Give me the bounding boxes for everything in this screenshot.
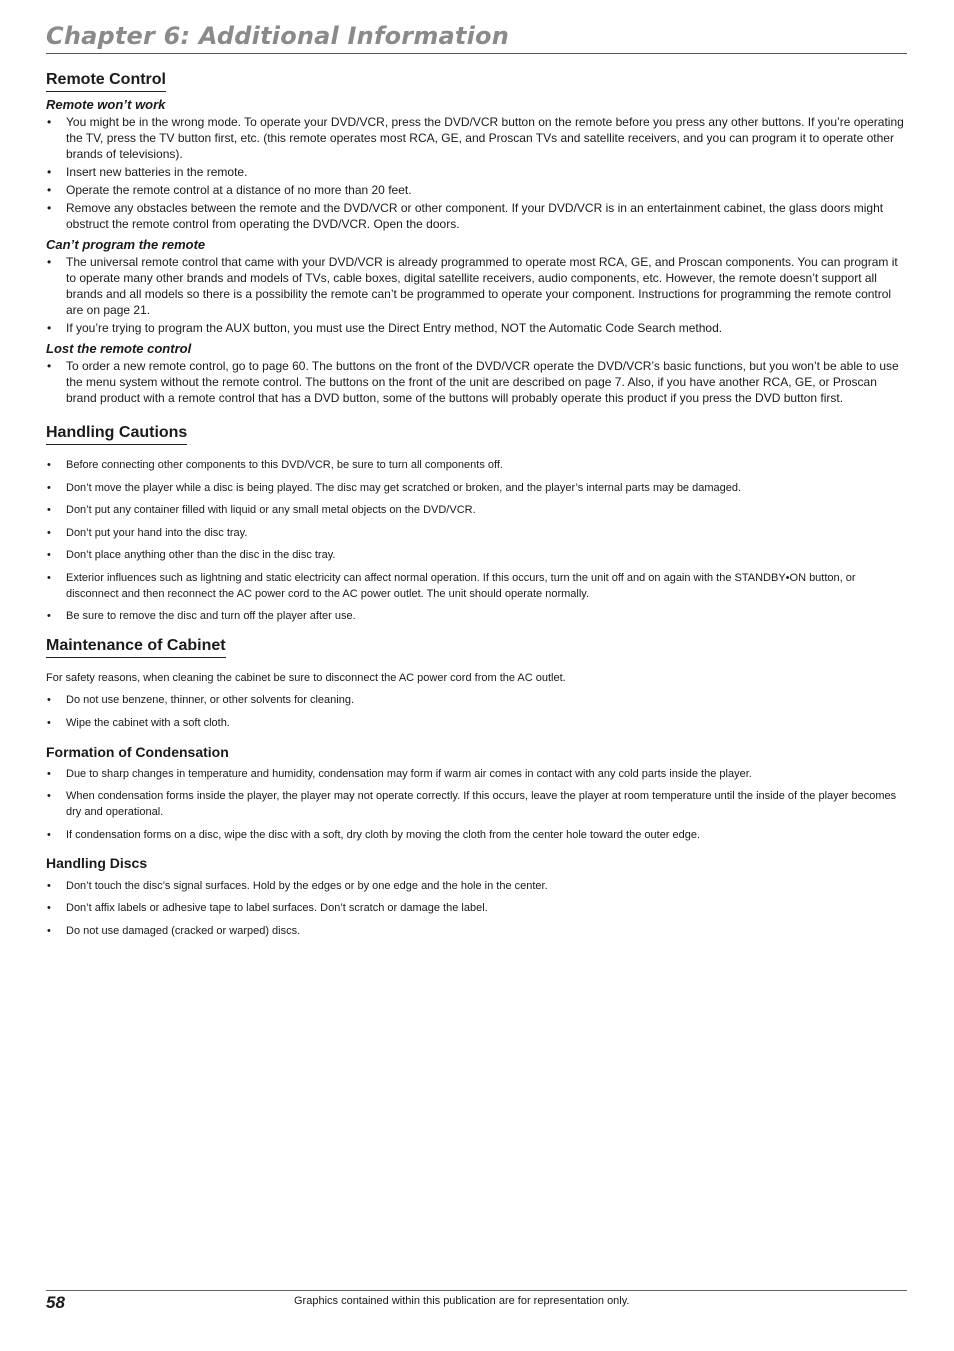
list-item-text: Insert new batteries in the remote. [66, 165, 248, 179]
footer-rule [46, 1290, 907, 1291]
bullet: • [47, 165, 52, 179]
condensation-section [46, 743, 908, 843]
bullet: • [47, 902, 51, 914]
bullet: • [47, 767, 51, 780]
handling-cautions-list [46, 457, 908, 624]
maintenance-section [46, 636, 908, 731]
bullet: • [47, 115, 52, 129]
list-item [46, 827, 908, 843]
remote-wont-work-list [46, 114, 908, 232]
remote-control-section [46, 70, 908, 406]
list-item [46, 502, 908, 518]
condensation-list [46, 766, 908, 843]
list-item [46, 923, 908, 939]
bullet: • [47, 255, 52, 269]
lost-remote-heading: Lost the remote control [46, 341, 192, 356]
list-item-text: Wipe the cabinet with a soft cloth. [66, 716, 230, 729]
list-item [46, 525, 908, 541]
handling-discs-list [46, 878, 908, 939]
bullet: • [47, 359, 52, 373]
list-item-text: Don’t move the player while a disc is being played. The disc may get scratched or broken, and the player’s internal parts may be damaged. [66, 481, 742, 494]
bullet: • [47, 610, 51, 622]
cant-program-list [46, 254, 908, 336]
handling-cautions-heading: Handling Cautions [46, 423, 187, 445]
list-item-text: Don’t affix labels or adhesive tape to label surfaces. Don’t scratch or damage the label. [66, 902, 488, 914]
remote-wont-work-heading: Remote won’t work [46, 97, 166, 112]
list-item [46, 200, 908, 232]
handling-cautions-section [46, 423, 908, 624]
list-item-text: Be sure to remove the disc and turn off the player after use. [66, 610, 356, 622]
list-item-text: Remove any obstacles between the remote and the DVD/VCR or other component. If your DVD/VCR is in an entertainment cabinet, the glass doors might obstruct the remote control from operating the DVD/VCR. Open the doors. [66, 201, 884, 231]
bullet: • [47, 201, 52, 215]
bullet: • [47, 459, 51, 471]
bullet: • [47, 828, 51, 841]
maintenance-intro: For safety reasons, when cleaning the cabinet be sure to disconnect the AC power cord from the AC outlet. [46, 672, 566, 684]
bullet: • [47, 321, 52, 335]
condensation-heading: Formation of Condensation [46, 743, 229, 760]
bullet: • [47, 571, 51, 584]
list-item [46, 547, 908, 563]
remote-control-heading: Remote Control [46, 70, 166, 92]
list-item [46, 570, 908, 602]
list-item-text: If condensation forms on a disc, wipe the disc with a soft, dry cloth by moving the cloth from the center hole toward the outer edge. [66, 828, 701, 841]
list-item-text: The universal remote control that came with your DVD/VCR is already programmed to operate most RCA, GE, and Proscan components. You can program it to operate many other brands and models of TVs, cable boxes, digital satellite receivers, audio components, etc. However, the remote doesn’t support all brands and all models so there is a possibility the remote can’t be programmed to operate your component. Instructions for programming the remote control are on page 21. [66, 255, 898, 317]
list-item [46, 254, 908, 318]
list-item-text: Do not use damaged (cracked or warped) discs. [66, 924, 301, 937]
list-item [46, 900, 908, 916]
list-item [46, 358, 908, 406]
list-item-text: Operate the remote control at a distance of no more than 20 feet. [66, 183, 412, 197]
list-item [46, 715, 908, 731]
list-item-text: You might be in the wrong mode. To operate your DVD/VCR, press the DVD/VCR button on the remote before you press any other buttons. If you’re operating the TV, press the TV button first, etc. (this remote operates most RCA, GE, and Proscan TVs and satellite receivers, and you can program it to operate other brands of televisions). [66, 115, 904, 161]
bullet: • [47, 879, 51, 892]
list-item-text: Don’t put any container filled with liquid or any small metal objects on the DVD/VCR. [66, 504, 476, 516]
bullet: • [47, 716, 51, 729]
list-item-text: Exterior influences such as lightning and static electricity can affect normal operation. If this occurs, turn the unit off and on again with the STANDBY•ON button, or disconnect and then reconnect the AC power cord to the AC power outlet. The unit should operate normally. [66, 571, 856, 600]
list-item-text: To order a new remote control, go to page 60. The buttons on the front of the DVD/VCR operate the DVD/VCR’s basic functions, but you won’t be able to use the menu system without the remote control. The buttons on the front of the unit are described on page 7. Also, if you have another RCA, GE, or Proscan brand product with a remote control that has a DVD button, some of the buttons will probably operate this product if you press the DVD button first. [66, 359, 899, 405]
list-item-text: Do not use benzene, thinner, or other solvents for cleaning. [66, 694, 355, 706]
list-item [46, 608, 908, 624]
bullet: • [47, 924, 51, 937]
maintenance-list [46, 692, 908, 731]
bullet: • [47, 481, 51, 494]
bullet: • [47, 504, 51, 516]
bullet: • [47, 790, 51, 802]
maintenance-heading: Maintenance of Cabinet [46, 636, 226, 658]
list-item-text: Don’t touch the disc’s signal surfaces. Hold by the edges or by one edge and the hole in the center. [66, 879, 548, 892]
list-item [46, 457, 908, 473]
chapter-title: Chapter 6: Additional Information [46, 22, 509, 50]
list-item-text: Don’t place anything other than the disc in the disc tray. [66, 549, 336, 561]
bullet: • [47, 694, 51, 706]
list-item-text: Due to sharp changes in temperature and humidity, condensation may form if warm air comes in contact with any cold parts inside the player. [66, 767, 752, 780]
chapter-rule [46, 53, 907, 54]
handling-discs-section [46, 854, 908, 939]
list-item [46, 788, 908, 820]
list-item-text: Before connecting other components to this DVD/VCR, be sure to turn all components off. [66, 459, 503, 471]
lost-remote-list [46, 358, 908, 406]
list-item [46, 692, 908, 708]
page-content [46, 70, 908, 945]
bullet: • [47, 183, 52, 197]
list-item [46, 164, 908, 180]
list-item [46, 114, 908, 162]
cant-program-heading: Can’t program the remote [46, 237, 206, 252]
bullet: • [47, 526, 51, 539]
list-item [46, 320, 908, 336]
handling-discs-heading: Handling Discs [46, 854, 148, 871]
list-item [46, 878, 908, 894]
list-item-text: Don’t put your hand into the disc tray. [66, 526, 248, 539]
footer-note: Graphics contained within this publication are for representation only. [294, 1295, 630, 1307]
list-item-text: When condensation forms inside the player, the player may not operate correctly. If this occurs, leave the player at room temperature until the inside of the player becomes dry and operational. [66, 790, 897, 818]
list-item [46, 182, 908, 198]
list-item [46, 480, 908, 496]
page-number: 58 [46, 1293, 65, 1312]
bullet: • [47, 549, 51, 561]
list-item-text: If you’re trying to program the AUX button, you must use the Direct Entry method, NOT the Automatic Code Search method. [66, 321, 723, 335]
list-item [46, 766, 908, 782]
